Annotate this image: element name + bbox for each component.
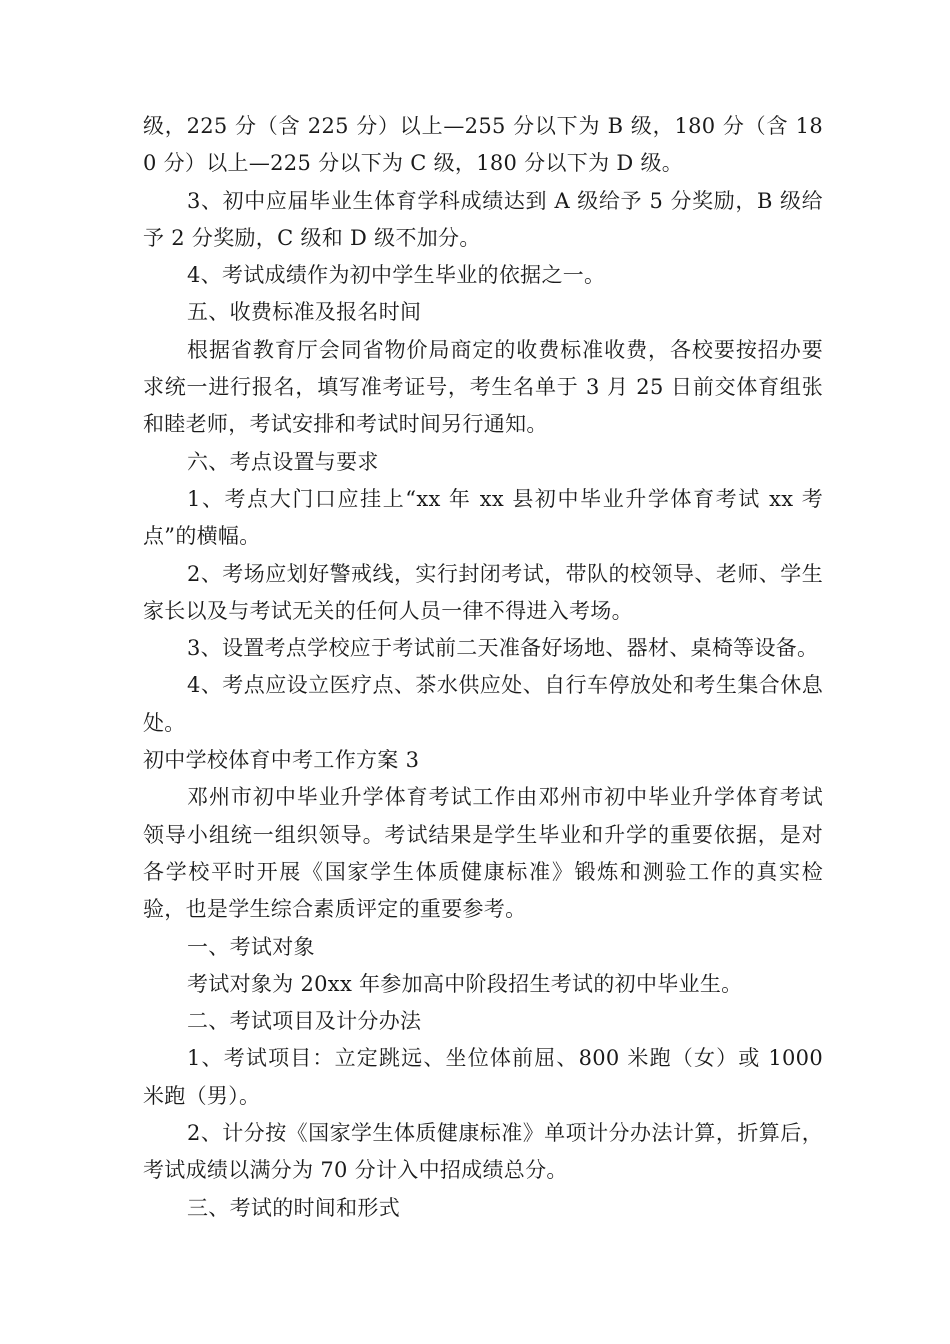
paragraph-exam-target: 考试对象为 20xx 年参加高中阶段招生考试的初中毕业生。 [187,971,743,996]
paragraph-grade-levels: 级，225 分（含 225 分）以上—255 分以下为 B 级，180 分（含 180 分）以上—225 分以下为 C 级，180 分以下为 D 级。 [143,114,823,176]
paragraph-exam-items: 1、考试项目：立定跳远、坐位体前屈、800 米跑（女）或 1000 米跑（男）。 [143,1046,823,1108]
document-section-title: 初中学校体育中考工作方案 3 [143,748,420,773]
paragraph-graduation-basis: 4、考试成绩作为初中学生毕业的依据之一。 [187,263,606,288]
section-heading-exam-time: 三、考试的时间和形式 [187,1195,400,1220]
document-body [143,108,823,1227]
paragraph-site-cordon: 2、考场应划好警戒线，实行封闭考试，带队的校领导、老师、学生家长以及与考试无关的任何人员一律不得进入考场。 [143,561,823,623]
paragraph-scoring: 2、计分按《国家学生体质健康标准》单项计分办法计算，折算后，考试成绩以满分为 70 分计入中招成绩总分。 [143,1121,823,1183]
section-heading-exam-items: 二、考试项目及计分办法 [187,1009,422,1034]
section-heading-fees: 五、收费标准及报名时间 [187,300,422,325]
section-heading-exam-sites: 六、考点设置与要求 [187,449,379,474]
paragraph-site-banner: 1、考点大门口应挂上“xx 年 xx 县初中毕业升学体育考试 xx 考点”的横幅。 [143,486,823,549]
paragraph-site-facilities: 4、考点应设立医疗点、茶水供应处、自行车停放处和考生集合休息处。 [143,673,823,735]
paragraph-intro: 邓州市初中毕业升学体育考试工作由邓州市初中毕业升学体育考试领导小组统一组织领导。考试结果是学生毕业和升学的重要依据，是对各学校平时开展《国家学生体质健康标准》锻炼和测验工作的真实检验，也是学生综合素质评定的重要参考。 [143,785,823,922]
paragraph-fees-registration: 根据省教育厅会同省物价局商定的收费标准收费，各校要按招办要求统一进行报名，填写准考证号，考生名单于 3 月 25 日前交体育组张和睦老师，考试安排和考试时间另行通知。 [143,337,823,437]
section-heading-exam-target: 一、考试对象 [187,934,315,959]
paragraph-bonus-points: 3、初中应届毕业生体育学科成绩达到 A 级给予 5 分奖励，B 级给予 2 分奖励，C 级和 D 级不加分。 [143,188,823,250]
paragraph-site-equipment: 3、设置考点学校应于考试前二天准备好场地、器材、桌椅等设备。 [187,636,819,661]
